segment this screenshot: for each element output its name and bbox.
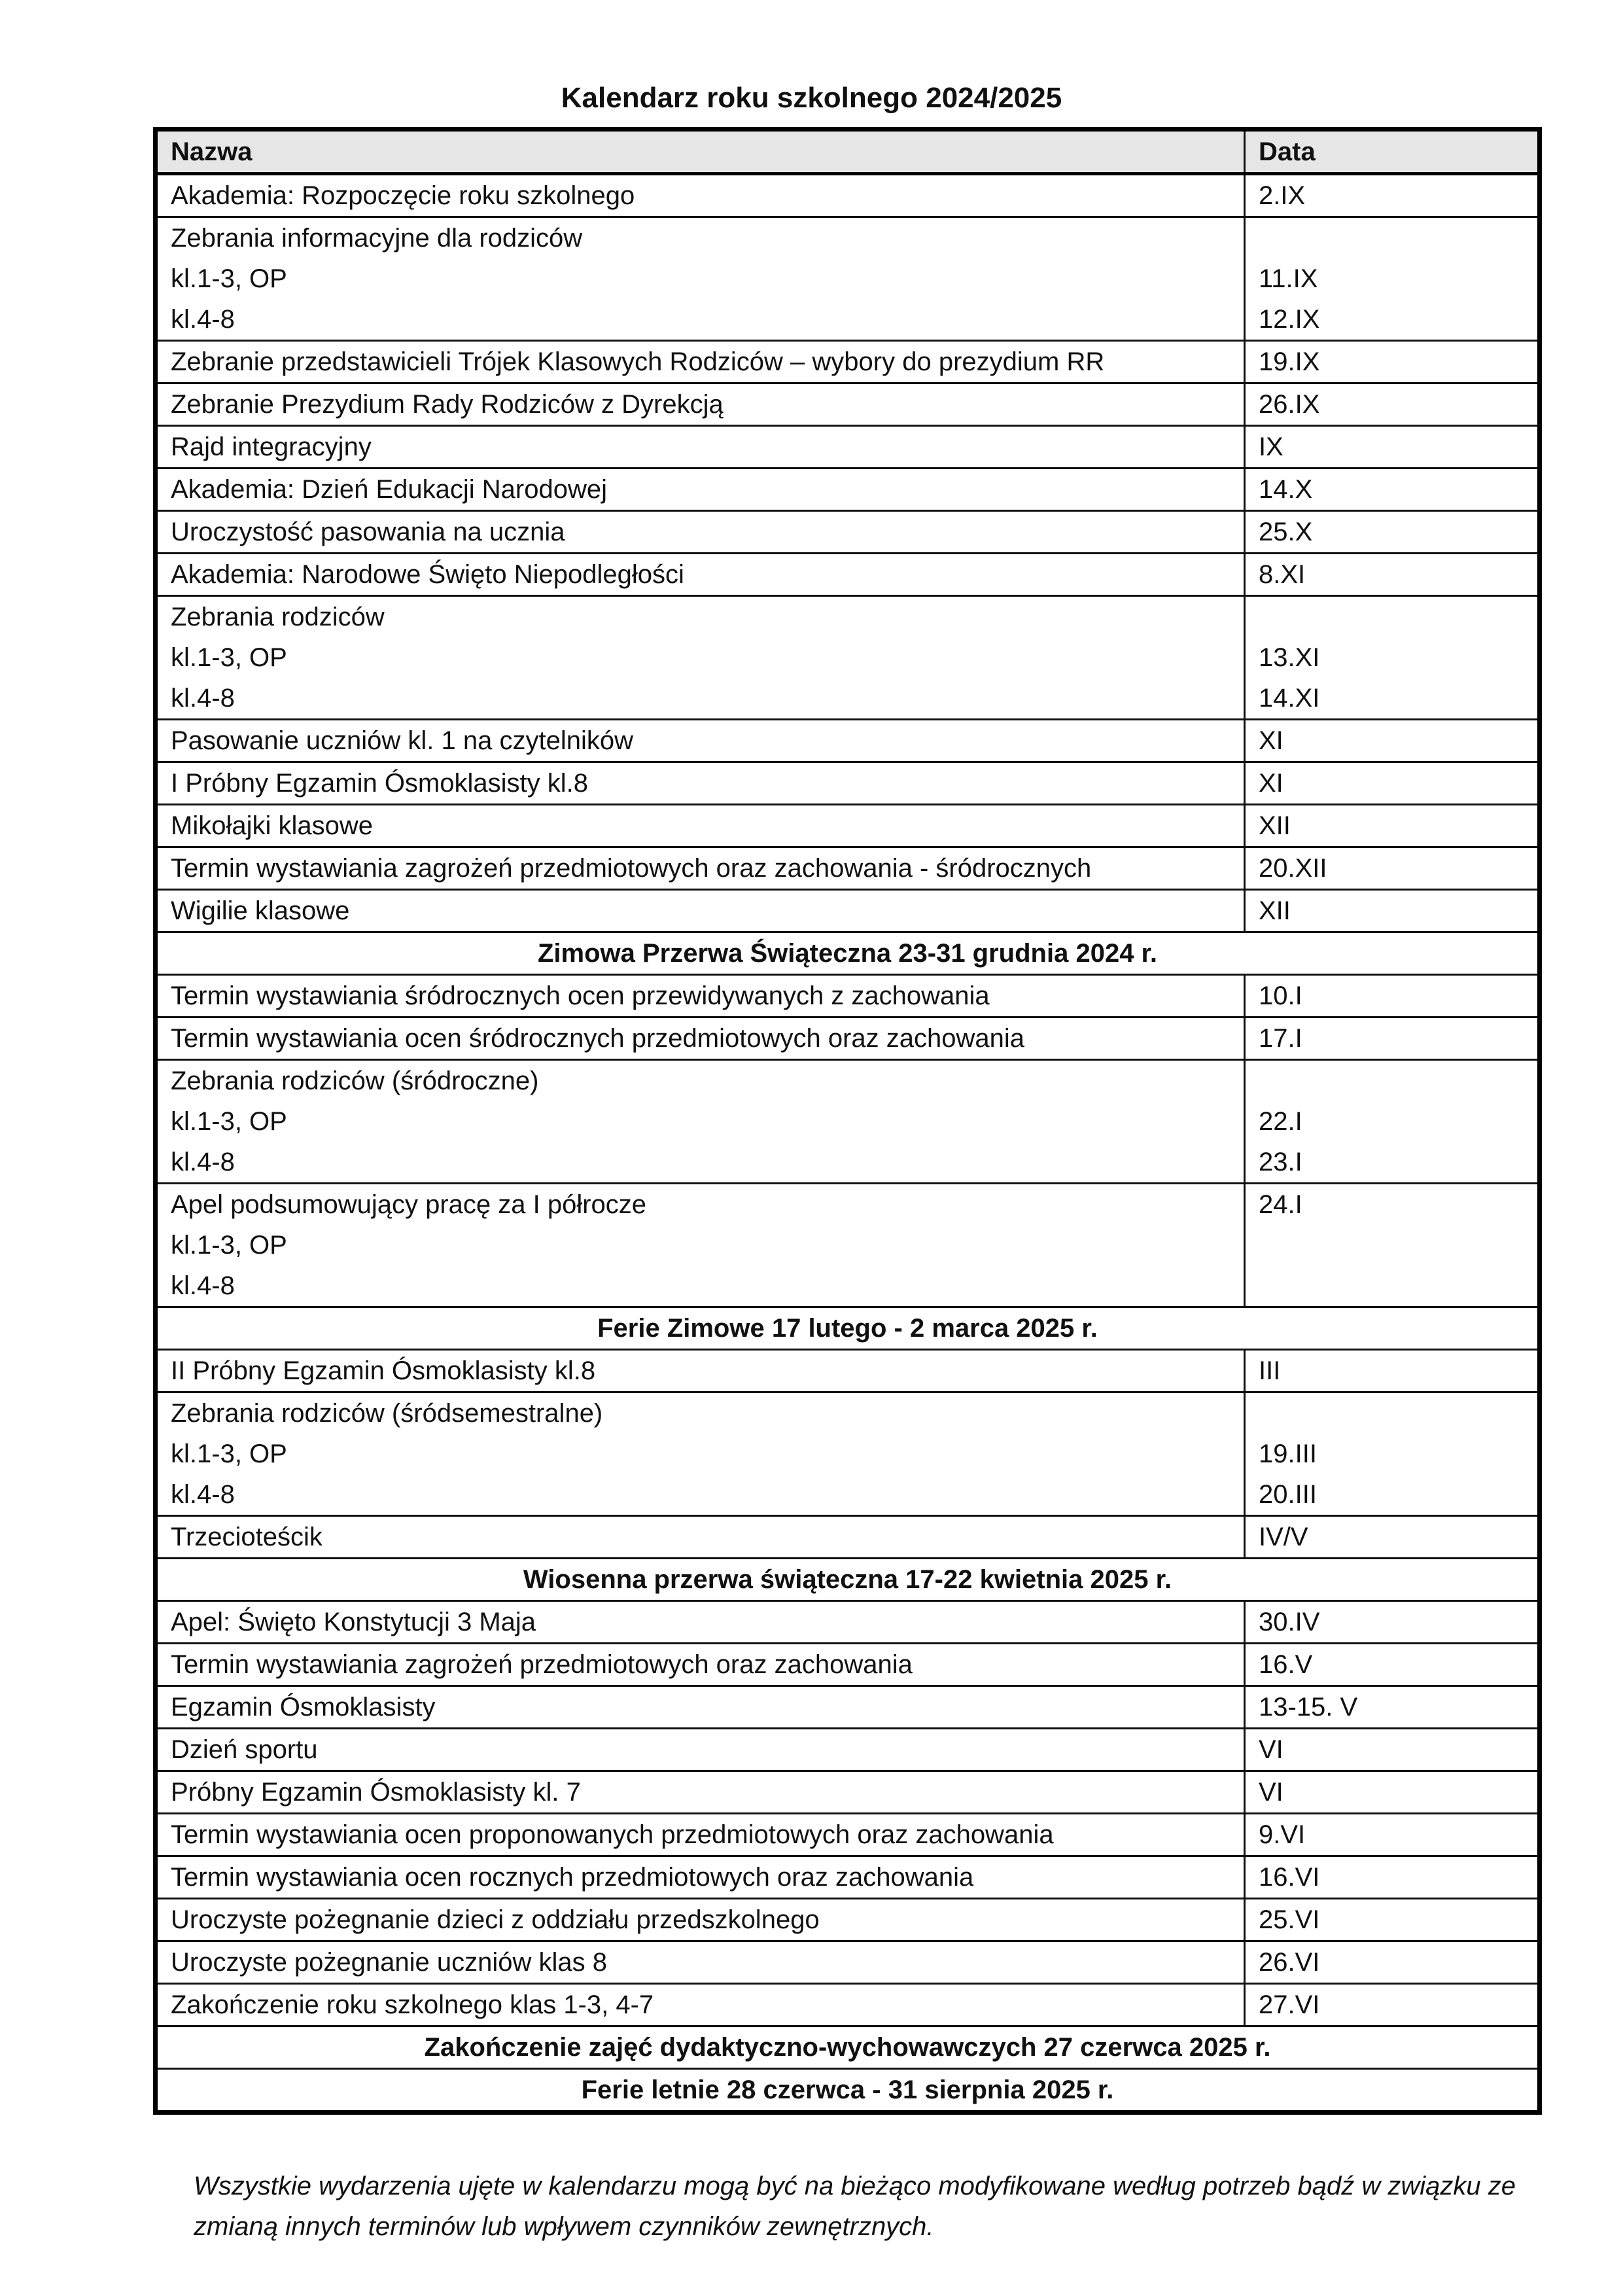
event-date-line: 8.XI [1259,560,1306,589]
event-date-line: 20.XII [1259,854,1327,883]
event-date-cell [1245,383,1540,426]
table-row [156,174,1540,217]
column-header-date: Data [1245,130,1540,174]
event-name-line: Termin wystawiania ocen śródrocznych przedmiotowych oraz zachowania [171,1024,1025,1053]
event-name-cell [156,217,1245,341]
page-title: Kalendarz roku szkolnego 2024/2025 [561,82,1062,114]
event-name-line: kl.1-3, OP [171,264,287,293]
event-name-line: kl.4-8 [171,1480,235,1509]
table-row [156,341,1540,383]
event-name-line: Zebrania rodziców [171,603,385,631]
event-name-line: Zebrania rodziców (śródroczne) [171,1067,539,1095]
event-name-cell [156,890,1245,932]
event-name-line: kl.4-8 [171,1148,235,1176]
event-name-cell [156,1184,1245,1307]
event-name-line: Uroczyste pożegnanie uczniów klas 8 [171,1948,608,1977]
event-date-cell [1245,1729,1540,1771]
event-name-cell [156,1060,1245,1184]
event-name-line: Termin wystawiania zagrożeń przedmiotowych oraz zachowania [171,1650,913,1679]
event-name-line: Trzecioteścik [171,1523,323,1551]
period-separator-row [156,2026,1540,2069]
period-separator-row [156,2069,1540,2113]
event-name-cell [156,1899,1245,1941]
event-name-cell [156,174,1245,217]
event-date-cell [1245,596,1540,720]
table-row [156,1814,1540,1856]
event-name-line: Zebrania informacyjne dla rodziców [171,224,583,253]
event-name-cell [156,341,1245,383]
event-date-line [1259,1393,1524,1434]
event-date-line: 16.VI [1259,1863,1320,1892]
event-date-cell [1245,847,1540,890]
event-name-cell [156,805,1245,847]
table-row [156,596,1540,720]
event-date-cell [1245,720,1540,762]
table-row [156,1601,1540,1644]
event-date-line: 9.VI [1259,1820,1306,1849]
period-label: Ferie letnie 28 czerwca - 31 sierpnia 2025 r. [156,2069,1540,2113]
event-name-line: Akademia: Rozpoczęcie roku szkolnego [171,181,635,210]
event-name-cell [156,1392,1245,1516]
event-name-line: Zebranie przedstawicieli Trójek Klasowych Rodziców – wybory do prezydium RR [171,347,1105,376]
event-name-line: Rajd integracyjny [171,433,372,461]
event-name-cell [156,1350,1245,1392]
event-name-line: kl.4-8 [171,684,235,713]
event-date-line [1259,218,1524,258]
event-date-cell [1245,1392,1540,1516]
table-row [156,1644,1540,1686]
event-name-cell [156,511,1245,554]
event-date-line: 30.IV [1259,1608,1320,1636]
event-date-line: VI [1259,1735,1283,1764]
period-label: Ferie Zimowe 17 lutego - 2 marca 2025 r. [156,1307,1540,1350]
event-date-cell [1245,468,1540,511]
table-row [156,468,1540,511]
table-row [156,1184,1540,1307]
table-row [156,426,1540,468]
event-date-line: 26.VI [1259,1948,1320,1977]
event-date-cell [1245,511,1540,554]
event-date-cell [1245,217,1540,341]
event-date-line [1259,1061,1524,1101]
event-name-cell [156,426,1245,468]
event-date-cell [1245,1686,1540,1729]
event-date-cell [1245,1984,1540,2026]
event-date-cell [1245,1899,1540,1941]
table-row [156,1017,1540,1060]
period-label: Zakończenie zajęć dydaktyczno-wychowawczych 27 czerwca 2025 r. [156,2026,1540,2069]
event-name-cell [156,1601,1245,1644]
event-name-line: kl.1-3, OP [171,1107,287,1136]
event-name-line: kl.1-3, OP [171,1231,287,1260]
table-row [156,554,1540,596]
event-date-line: 11.IX [1259,264,1318,293]
table-row [156,383,1540,426]
table-row [156,1686,1540,1729]
table-row [156,1350,1540,1392]
event-date-line: 10.I [1259,981,1302,1010]
event-name-line: Wigilie klasowe [171,896,350,925]
event-name-cell [156,554,1245,596]
event-name-line: Uroczyste pożegnanie dzieci z oddziału przedszkolnego [171,1905,820,1934]
event-name-cell [156,1771,1245,1814]
calendar-table [153,127,1542,2115]
event-name-cell [156,383,1245,426]
event-date-cell [1245,1060,1540,1184]
event-date-line: 19.III [1259,1439,1317,1468]
event-name-line: Mikołajki klasowe [171,811,373,840]
event-date-line: 2.IX [1259,181,1306,210]
event-name-cell [156,1017,1245,1060]
event-date-cell [1245,762,1540,805]
table-row [156,975,1540,1017]
event-name-line: Termin wystawiania ocen proponowanych przedmiotowych oraz zachowania [171,1820,1054,1849]
period-separator-row [156,1307,1540,1350]
event-date-line: 14.X [1259,475,1313,504]
event-date-line: IV/V [1259,1523,1308,1551]
event-date-line: 23.I [1259,1148,1302,1176]
event-date-line: 19.IX [1259,347,1320,376]
event-name-line: kl.4-8 [171,305,235,334]
event-name-cell [156,468,1245,511]
event-date-cell [1245,341,1540,383]
event-date-cell [1245,1771,1540,1814]
event-name-cell [156,975,1245,1017]
event-date-cell [1245,1941,1540,1984]
event-name-cell [156,1644,1245,1686]
table-row [156,1941,1540,1984]
table-row [156,1729,1540,1771]
event-name-cell [156,1729,1245,1771]
table-row [156,511,1540,554]
event-date-cell [1245,1350,1540,1392]
event-date-cell [1245,975,1540,1017]
event-date-cell [1245,1814,1540,1856]
event-date-line: VI [1259,1778,1283,1807]
table-row [156,847,1540,890]
event-name-cell [156,847,1245,890]
event-name-line: Termin wystawiania ocen rocznych przedmiotowych oraz zachowania [171,1863,974,1892]
table-header-row [156,130,1540,174]
event-name-cell [156,1941,1245,1984]
event-name-cell [156,1516,1245,1559]
event-date-line: III [1259,1356,1281,1385]
event-date-cell [1245,805,1540,847]
event-name-line: kl.1-3, OP [171,1439,287,1468]
table-row [156,1899,1540,1941]
event-name-line: II Próbny Egzamin Ósmoklasisty kl.8 [171,1356,596,1385]
event-date-line: XII [1259,896,1291,925]
event-name-line: Akademia: Narodowe Święto Niepodległości [171,560,684,589]
event-date-cell [1245,174,1540,217]
event-date-line: 13-15. V [1259,1693,1358,1722]
event-name-line: Apel: Święto Konstytucji 3 Maja [171,1608,536,1636]
event-date-cell [1245,426,1540,468]
event-date-cell [1245,1644,1540,1686]
event-date-line: 27.VI [1259,1990,1320,2019]
event-date-line: 20.III [1259,1480,1317,1509]
event-date-line: 22.I [1259,1107,1302,1136]
event-date-line: 17.I [1259,1024,1302,1053]
table-row [156,720,1540,762]
event-name-cell [156,1686,1245,1729]
table-row [156,1392,1540,1516]
table-row [156,1516,1540,1559]
event-date-cell [1245,1601,1540,1644]
event-date-line: 12.IX [1259,305,1320,334]
event-name-line: Próbny Egzamin Ósmoklasisty kl. 7 [171,1778,581,1807]
table-row [156,805,1540,847]
event-name-cell [156,1984,1245,2026]
calendar-body [156,174,1540,2113]
event-name-line: Akademia: Dzień Edukacji Narodowej [171,475,607,504]
event-name-line: kl.4-8 [171,1271,235,1300]
event-name-line: Zakończenie roku szkolnego klas 1-3, 4-7 [171,1990,654,2019]
event-name-line: Zebrania rodziców (śródsemestralne) [171,1399,603,1428]
event-name-line: Zebranie Prezydium Rady Rodziców z Dyrekcją [171,390,724,419]
event-date-cell [1245,1017,1540,1060]
table-row [156,1856,1540,1899]
event-name-line: Uroczystość pasowania na ucznia [171,518,565,546]
event-date-line: 25.X [1259,518,1313,546]
period-label: Zimowa Przerwa Świąteczna 23-31 grudnia 2024 r. [156,932,1540,975]
event-name-line: Termin wystawiania śródrocznych ocen przewidywanych z zachowania [171,981,990,1010]
event-name-cell [156,762,1245,805]
period-label: Wiosenna przerwa świąteczna 17-22 kwietnia 2025 r. [156,1559,1540,1601]
event-name-line: Pasowanie uczniów kl. 1 na czytelników [171,726,634,755]
event-name-line: Dzień sportu [171,1735,318,1764]
table-row [156,890,1540,932]
period-separator-row [156,932,1540,975]
event-name-line: I Próbny Egzamin Ósmoklasisty kl.8 [171,769,588,798]
footnote: Wszystkie wydarzenia ujęte w kalendarzu mogą być na bieżąco modyfikowane według potrzeb bądź w związku ze zmianą innych terminów lub wpływem czynników zewnętrznych. [194,2172,1516,2241]
event-name-line: kl.1-3, OP [171,643,287,672]
table-row [156,1984,1540,2026]
event-date-line: 24.I [1259,1190,1302,1219]
event-date-cell [1245,554,1540,596]
event-date-cell [1245,890,1540,932]
event-date-line: XI [1259,769,1283,798]
event-date-line [1259,597,1524,637]
event-name-line: Apel podsumowujący pracę za I półrocze [171,1190,647,1219]
table-row [156,1060,1540,1184]
event-name-line: Termin wystawiania zagrożeń przedmiotowych oraz zachowania - śródrocznych [171,854,1092,883]
event-date-line: 13.XI [1259,643,1320,672]
event-date-line: 26.IX [1259,390,1320,419]
event-date-line: 14.XI [1259,684,1320,713]
event-name-cell [156,596,1245,720]
event-date-cell [1245,1184,1540,1307]
table-row [156,1771,1540,1814]
event-name-cell [156,1814,1245,1856]
event-name-cell [156,720,1245,762]
event-name-cell [156,1856,1245,1899]
event-date-line: XII [1259,811,1291,840]
column-header-name: Nazwa [156,130,1245,174]
event-date-line: 16.V [1259,1650,1313,1679]
event-date-line: XI [1259,726,1283,755]
event-name-line: Egzamin Ósmoklasisty [171,1693,436,1722]
event-date-cell [1245,1516,1540,1559]
event-date-line: IX [1259,433,1283,461]
period-separator-row [156,1559,1540,1601]
table-row [156,217,1540,341]
event-date-cell [1245,1856,1540,1899]
event-date-line: 25.VI [1259,1905,1320,1934]
table-row [156,762,1540,805]
